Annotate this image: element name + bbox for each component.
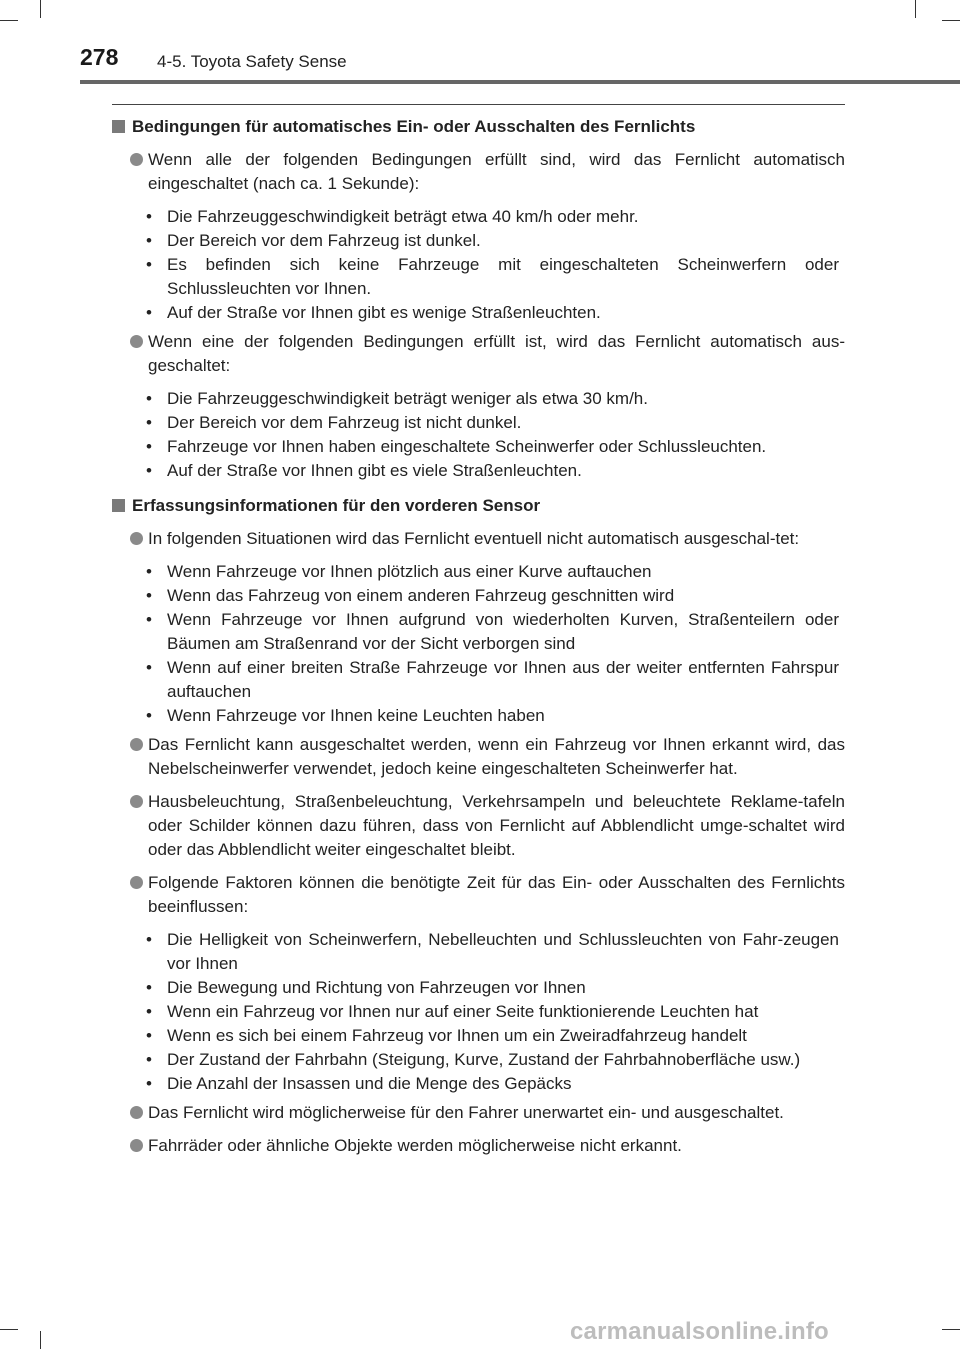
list-item: • Die Fahrzeuggeschwindigkeit beträgt weniger als etwa 30 km/h. bbox=[112, 387, 845, 411]
list-item: • Auf der Straße vor Ihnen gibt es viele Straßenleuchten. bbox=[112, 459, 845, 483]
list-item: • Wenn ein Fahrzeug vor Ihnen nur auf einer Seite funktionierende Leuchten hat bbox=[112, 1000, 845, 1024]
section-heading bbox=[112, 115, 845, 139]
content-rule bbox=[112, 104, 845, 105]
square-bullet-icon bbox=[112, 499, 125, 512]
section-title: 4-5. Toyota Safety Sense bbox=[157, 52, 347, 71]
bullet-text: Wenn eine der folgenden Bedingungen erfüllt ist, wird das Fernlicht automatisch aus-geschaltet: bbox=[148, 332, 845, 375]
circle-bullet-icon bbox=[130, 1106, 143, 1119]
circle-bullet-icon bbox=[130, 795, 143, 808]
manual-content bbox=[112, 115, 845, 1173]
list-item: • Der Bereich vor dem Fahrzeug ist nicht dunkel. bbox=[112, 411, 845, 435]
page-number: 278 bbox=[80, 44, 119, 70]
section-heading-text: Erfassungsinformationen für den vorderen Sensor bbox=[132, 496, 541, 515]
list-item: • Es befinden sich keine Fahrzeuge mit eingeschalteten Scheinwerfern oder Schlussleuchten vor Ihnen. bbox=[112, 253, 845, 301]
circle-bullet-icon bbox=[130, 153, 143, 166]
crop-mark bbox=[0, 1329, 18, 1330]
sub-list bbox=[112, 205, 845, 325]
bullet-text: Folgende Faktoren können die benötigte Zeit für das Ein- oder Ausschalten des Fernlichts beeinflussen: bbox=[148, 873, 845, 916]
list-item: • Wenn Fahrzeuge vor Ihnen aufgrund von wiederholten Kurven, Straßenteilern oder Bäumen am Straßenrand vor der Sicht verborgen sind bbox=[112, 608, 845, 656]
list-item: • Die Bewegung und Richtung von Fahrzeugen vor Ihnen bbox=[112, 976, 845, 1000]
section-heading-text: Bedingungen für automatisches Ein- oder Ausschalten des Fernlichts bbox=[132, 117, 696, 136]
bullet-text: Das Fernlicht kann ausgeschaltet werden, wenn ein Fahrzeug vor Ihnen erkannt wird, das Nebelscheinwerfer verwendet, jedoch keine eingeschalteten Scheinwerfer hat. bbox=[148, 735, 845, 778]
sub-list bbox=[112, 387, 845, 483]
bullet-point bbox=[112, 148, 845, 196]
list-item: • Der Zustand der Fahrbahn (Steigung, Kurve, Zustand der Fahrbahnoberfläche usw.) bbox=[112, 1048, 845, 1072]
list-item: • Wenn es sich bei einem Fahrzeug vor Ihnen um ein Zweiradfahrzeug handelt bbox=[112, 1024, 845, 1048]
bullet-text: Hausbeleuchtung, Straßenbeleuchtung, Verkehrsampeln und beleuchtete Reklame-tafeln oder Schilder können dazu führen, dass von Fernlicht auf Abblendlicht umge-schaltet wird oder das Abblendlicht weiter eingeschaltet bleibt. bbox=[148, 792, 845, 859]
square-bullet-icon bbox=[112, 120, 125, 133]
section-heading bbox=[112, 494, 845, 518]
watermark: carmanualsonline.info bbox=[570, 1318, 829, 1345]
list-item: • Die Helligkeit von Scheinwerfern, Nebelleuchten und Schlussleuchten von Fahr-zeugen vor Ihnen bbox=[112, 928, 845, 976]
list-item: • Der Bereich vor dem Fahrzeug ist dunkel. bbox=[112, 229, 845, 253]
list-item: • Auf der Straße vor Ihnen gibt es wenige Straßenleuchten. bbox=[112, 301, 845, 325]
list-item: • Die Fahrzeuggeschwindigkeit beträgt etwa 40 km/h oder mehr. bbox=[112, 205, 845, 229]
circle-bullet-icon bbox=[130, 532, 143, 545]
circle-bullet-icon bbox=[130, 1139, 143, 1152]
bullet-text: Das Fernlicht wird möglicherweise für den Fahrer unerwartet ein- und ausgeschaltet. bbox=[148, 1103, 784, 1122]
header-rule bbox=[80, 80, 960, 84]
bullet-point bbox=[112, 527, 845, 551]
circle-bullet-icon bbox=[130, 876, 143, 889]
circle-bullet-icon bbox=[130, 335, 143, 348]
bullet-text: In folgenden Situationen wird das Fernlicht eventuell nicht automatisch ausgeschal-tet: bbox=[148, 529, 800, 548]
bullet-point bbox=[112, 733, 845, 781]
crop-mark bbox=[942, 1329, 960, 1330]
list-item: • Wenn Fahrzeuge vor Ihnen keine Leuchten haben bbox=[112, 704, 845, 728]
page-header bbox=[0, 0, 960, 90]
list-item: • Wenn auf einer breiten Straße Fahrzeuge vor Ihnen aus der weiter entfernten Fahrspur auftauchen bbox=[112, 656, 845, 704]
bullet-point bbox=[112, 1134, 845, 1158]
sub-list bbox=[112, 560, 845, 728]
bullet-point bbox=[112, 330, 845, 378]
list-item: • Die Anzahl der Insassen und die Menge des Gepäcks bbox=[112, 1072, 845, 1096]
bullet-point bbox=[112, 871, 845, 919]
list-item: • Fahrzeuge vor Ihnen haben eingeschaltete Scheinwerfer oder Schlussleuchten. bbox=[112, 435, 845, 459]
sub-list bbox=[112, 928, 845, 1096]
bullet-point bbox=[112, 790, 845, 862]
crop-mark bbox=[40, 1331, 41, 1349]
list-item: • Wenn Fahrzeuge vor Ihnen plötzlich aus einer Kurve auftauchen bbox=[112, 560, 845, 584]
circle-bullet-icon bbox=[130, 738, 143, 751]
bullet-point bbox=[112, 1101, 845, 1125]
bullet-text: Wenn alle der folgenden Bedingungen erfüllt sind, wird das Fernlicht automatisch eingeschaltet (nach ca. 1 Sekunde): bbox=[148, 150, 845, 193]
bullet-text: Fahrräder oder ähnliche Objekte werden möglicherweise nicht erkannt. bbox=[148, 1136, 682, 1155]
list-item: • Wenn das Fahrzeug von einem anderen Fahrzeug geschnitten wird bbox=[112, 584, 845, 608]
